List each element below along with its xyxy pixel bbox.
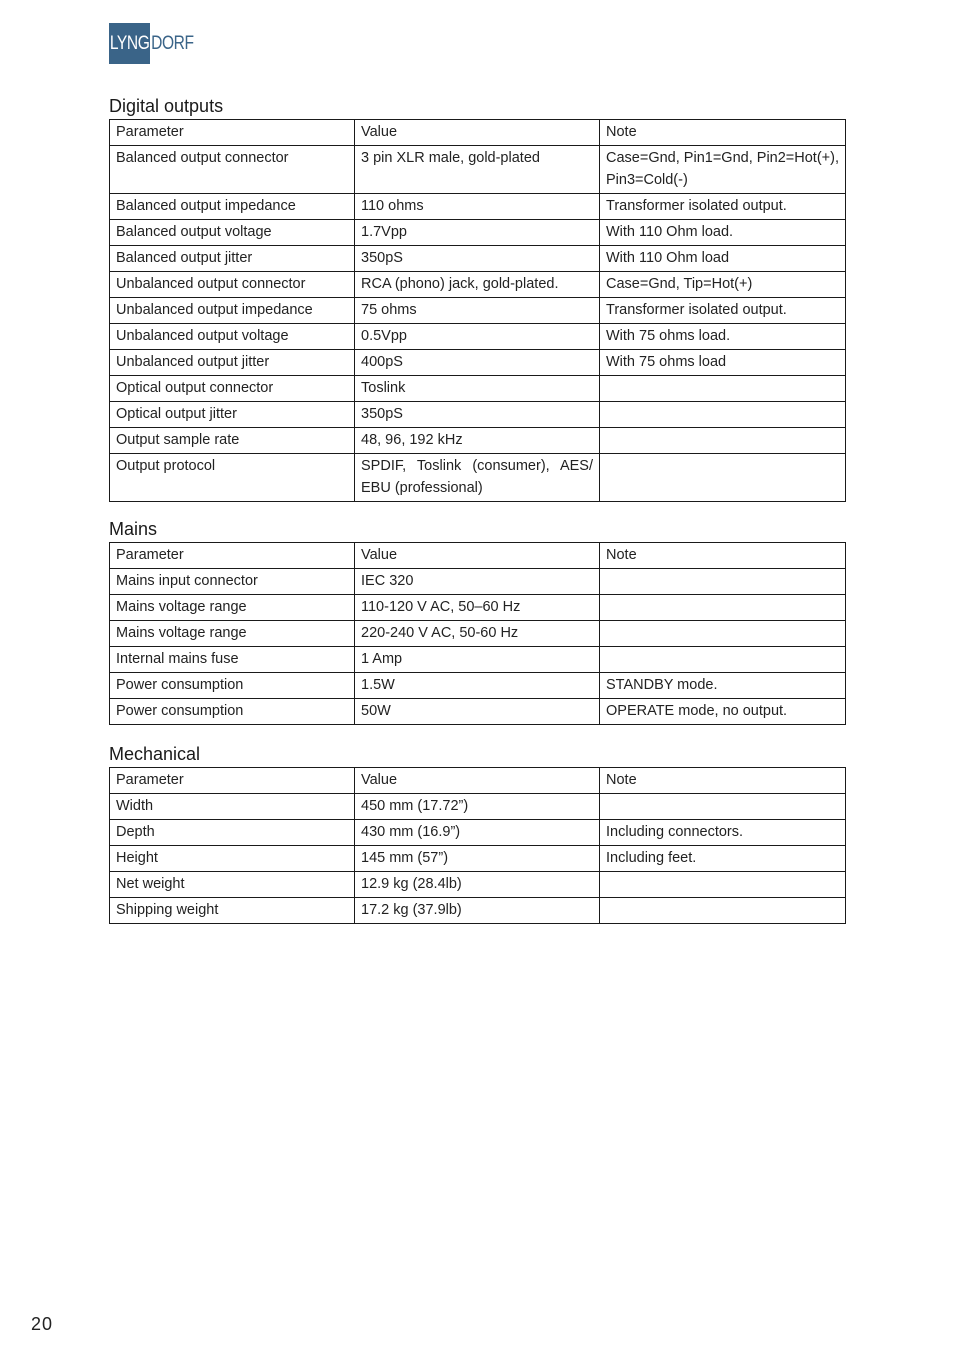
- table-row: [110, 194, 846, 220]
- table-cell: 400pS: [355, 350, 600, 376]
- table-row: [110, 402, 846, 428]
- table-cell: Output protocol: [110, 454, 355, 502]
- table-cell: Width: [110, 794, 355, 820]
- table-cell: Net weight: [110, 872, 355, 898]
- section-title: Mains: [109, 519, 158, 539]
- table-row: [110, 454, 846, 502]
- digital-outputs-table: [109, 119, 846, 502]
- table-row: [110, 376, 846, 402]
- table-cell: [600, 454, 846, 502]
- table-row: [110, 146, 846, 194]
- table-cell: [600, 794, 846, 820]
- table-cell: 75 ohms: [355, 298, 600, 324]
- table-cell: Mains input connector: [110, 569, 355, 595]
- table-row: [110, 846, 846, 872]
- page-number: 20: [31, 1314, 54, 1334]
- table-cell: 12.9 kg (28.4lb): [355, 872, 600, 898]
- mains-table: [109, 542, 846, 725]
- table-row: [110, 220, 846, 246]
- table-cell: Including connectors.: [600, 820, 846, 846]
- section-title: Digital outputs: [109, 96, 224, 116]
- table-cell: Output sample rate: [110, 428, 355, 454]
- table-cell: With 110 Ohm load.: [600, 220, 846, 246]
- table-cell: 145 mm (57”): [355, 846, 600, 872]
- table-header-row: [110, 543, 846, 569]
- table-cell: Depth: [110, 820, 355, 846]
- table-cell: Including feet.: [600, 846, 846, 872]
- logo-mark: LYNG: [109, 23, 150, 64]
- header-cell: Value: [355, 120, 600, 146]
- table-row: [110, 647, 846, 673]
- mains-section: [109, 516, 845, 725]
- table-cell: 350pS: [355, 246, 600, 272]
- table-row: [110, 621, 846, 647]
- table-cell: [600, 621, 846, 647]
- header-cell: Parameter: [110, 543, 355, 569]
- table-cell: 0.5Vpp: [355, 324, 600, 350]
- digital-outputs-section: [109, 93, 845, 502]
- table-cell: Height: [110, 846, 355, 872]
- mechanical-table: [109, 767, 846, 924]
- table-cell: 1 Amp: [355, 647, 600, 673]
- table-cell: Balanced output impedance: [110, 194, 355, 220]
- table-cell: Internal mains fuse: [110, 647, 355, 673]
- table-cell: Case=Gnd, Pin1=Gnd, Pin2=Hot(+), Pin3=Cold(-): [600, 146, 846, 194]
- table-cell: SPDIF, Toslink (consumer), AES/ EBU (professional): [355, 454, 600, 502]
- table-row: [110, 872, 846, 898]
- table-cell: Mains voltage range: [110, 621, 355, 647]
- table-row: [110, 595, 846, 621]
- table-cell: 1.5W: [355, 673, 600, 699]
- table-cell: IEC 320: [355, 569, 600, 595]
- table-cell: [600, 402, 846, 428]
- table-cell: Power consumption: [110, 699, 355, 725]
- table-cell: With 110 Ohm load: [600, 246, 846, 272]
- header-cell: Value: [355, 543, 600, 569]
- logo-text: DORF: [151, 32, 194, 54]
- table-row: [110, 794, 846, 820]
- header-cell: Value: [355, 768, 600, 794]
- table-row: [110, 350, 846, 376]
- table-cell: 220-240 V AC, 50-60 Hz: [355, 621, 600, 647]
- table-cell: 50W: [355, 699, 600, 725]
- table-cell: [600, 872, 846, 898]
- table-cell: Shipping weight: [110, 898, 355, 924]
- table-row: [110, 272, 846, 298]
- table-row: [110, 246, 846, 272]
- header-cell: Note: [600, 543, 846, 569]
- table-cell: [600, 376, 846, 402]
- table-row: [110, 298, 846, 324]
- table-cell: 17.2 kg (37.9lb): [355, 898, 600, 924]
- table-cell: [600, 647, 846, 673]
- table-cell: Unbalanced output voltage: [110, 324, 355, 350]
- table-cell: 3 pin XLR male, gold-plated: [355, 146, 600, 194]
- table-row: [110, 428, 846, 454]
- table-cell: Unbalanced output connector: [110, 272, 355, 298]
- table-cell: OPERATE mode, no output.: [600, 699, 846, 725]
- table-row: [110, 673, 846, 699]
- table-cell: Case=Gnd, Tip=Hot(+): [600, 272, 846, 298]
- table-cell: 110 ohms: [355, 194, 600, 220]
- table-cell: Optical output jitter: [110, 402, 355, 428]
- lyngdorf-logo: [109, 23, 194, 64]
- table-cell: STANDBY mode.: [600, 673, 846, 699]
- header-cell: Note: [600, 768, 846, 794]
- table-cell: With 75 ohms load: [600, 350, 846, 376]
- table-cell: 350pS: [355, 402, 600, 428]
- table-header-row: [110, 768, 846, 794]
- table-cell: 1.7Vpp: [355, 220, 600, 246]
- header-cell: Parameter: [110, 120, 355, 146]
- table-cell: [600, 428, 846, 454]
- table-cell: Optical output connector: [110, 376, 355, 402]
- table-cell: Mains voltage range: [110, 595, 355, 621]
- table-row: [110, 898, 846, 924]
- table-header-row: [110, 120, 846, 146]
- table-cell: 430 mm (16.9”): [355, 820, 600, 846]
- table-cell: Toslink: [355, 376, 600, 402]
- table-cell: 450 mm (17.72”): [355, 794, 600, 820]
- table-row: [110, 324, 846, 350]
- header-cell: Parameter: [110, 768, 355, 794]
- table-cell: [600, 569, 846, 595]
- mechanical-section: [109, 741, 845, 924]
- table-cell: RCA (phono) jack, gold-plated.: [355, 272, 600, 298]
- table-cell: Transformer isolated output.: [600, 298, 846, 324]
- table-row: [110, 699, 846, 725]
- table-cell: With 75 ohms load.: [600, 324, 846, 350]
- section-title: Mechanical: [109, 744, 201, 764]
- table-row: [110, 820, 846, 846]
- table-cell: 110-120 V AC, 50–60 Hz: [355, 595, 600, 621]
- table-cell: 48, 96, 192 kHz: [355, 428, 600, 454]
- header-cell: Note: [600, 120, 846, 146]
- table-cell: [600, 898, 846, 924]
- table-cell: [600, 595, 846, 621]
- table-cell: Unbalanced output jitter: [110, 350, 355, 376]
- table-cell: Unbalanced output impedance: [110, 298, 355, 324]
- table-cell: Balanced output voltage: [110, 220, 355, 246]
- table-cell: Power consumption: [110, 673, 355, 699]
- table-row: [110, 569, 846, 595]
- table-cell: Balanced output jitter: [110, 246, 355, 272]
- table-cell: Transformer isolated output.: [600, 194, 846, 220]
- table-cell: Balanced output connector: [110, 146, 355, 194]
